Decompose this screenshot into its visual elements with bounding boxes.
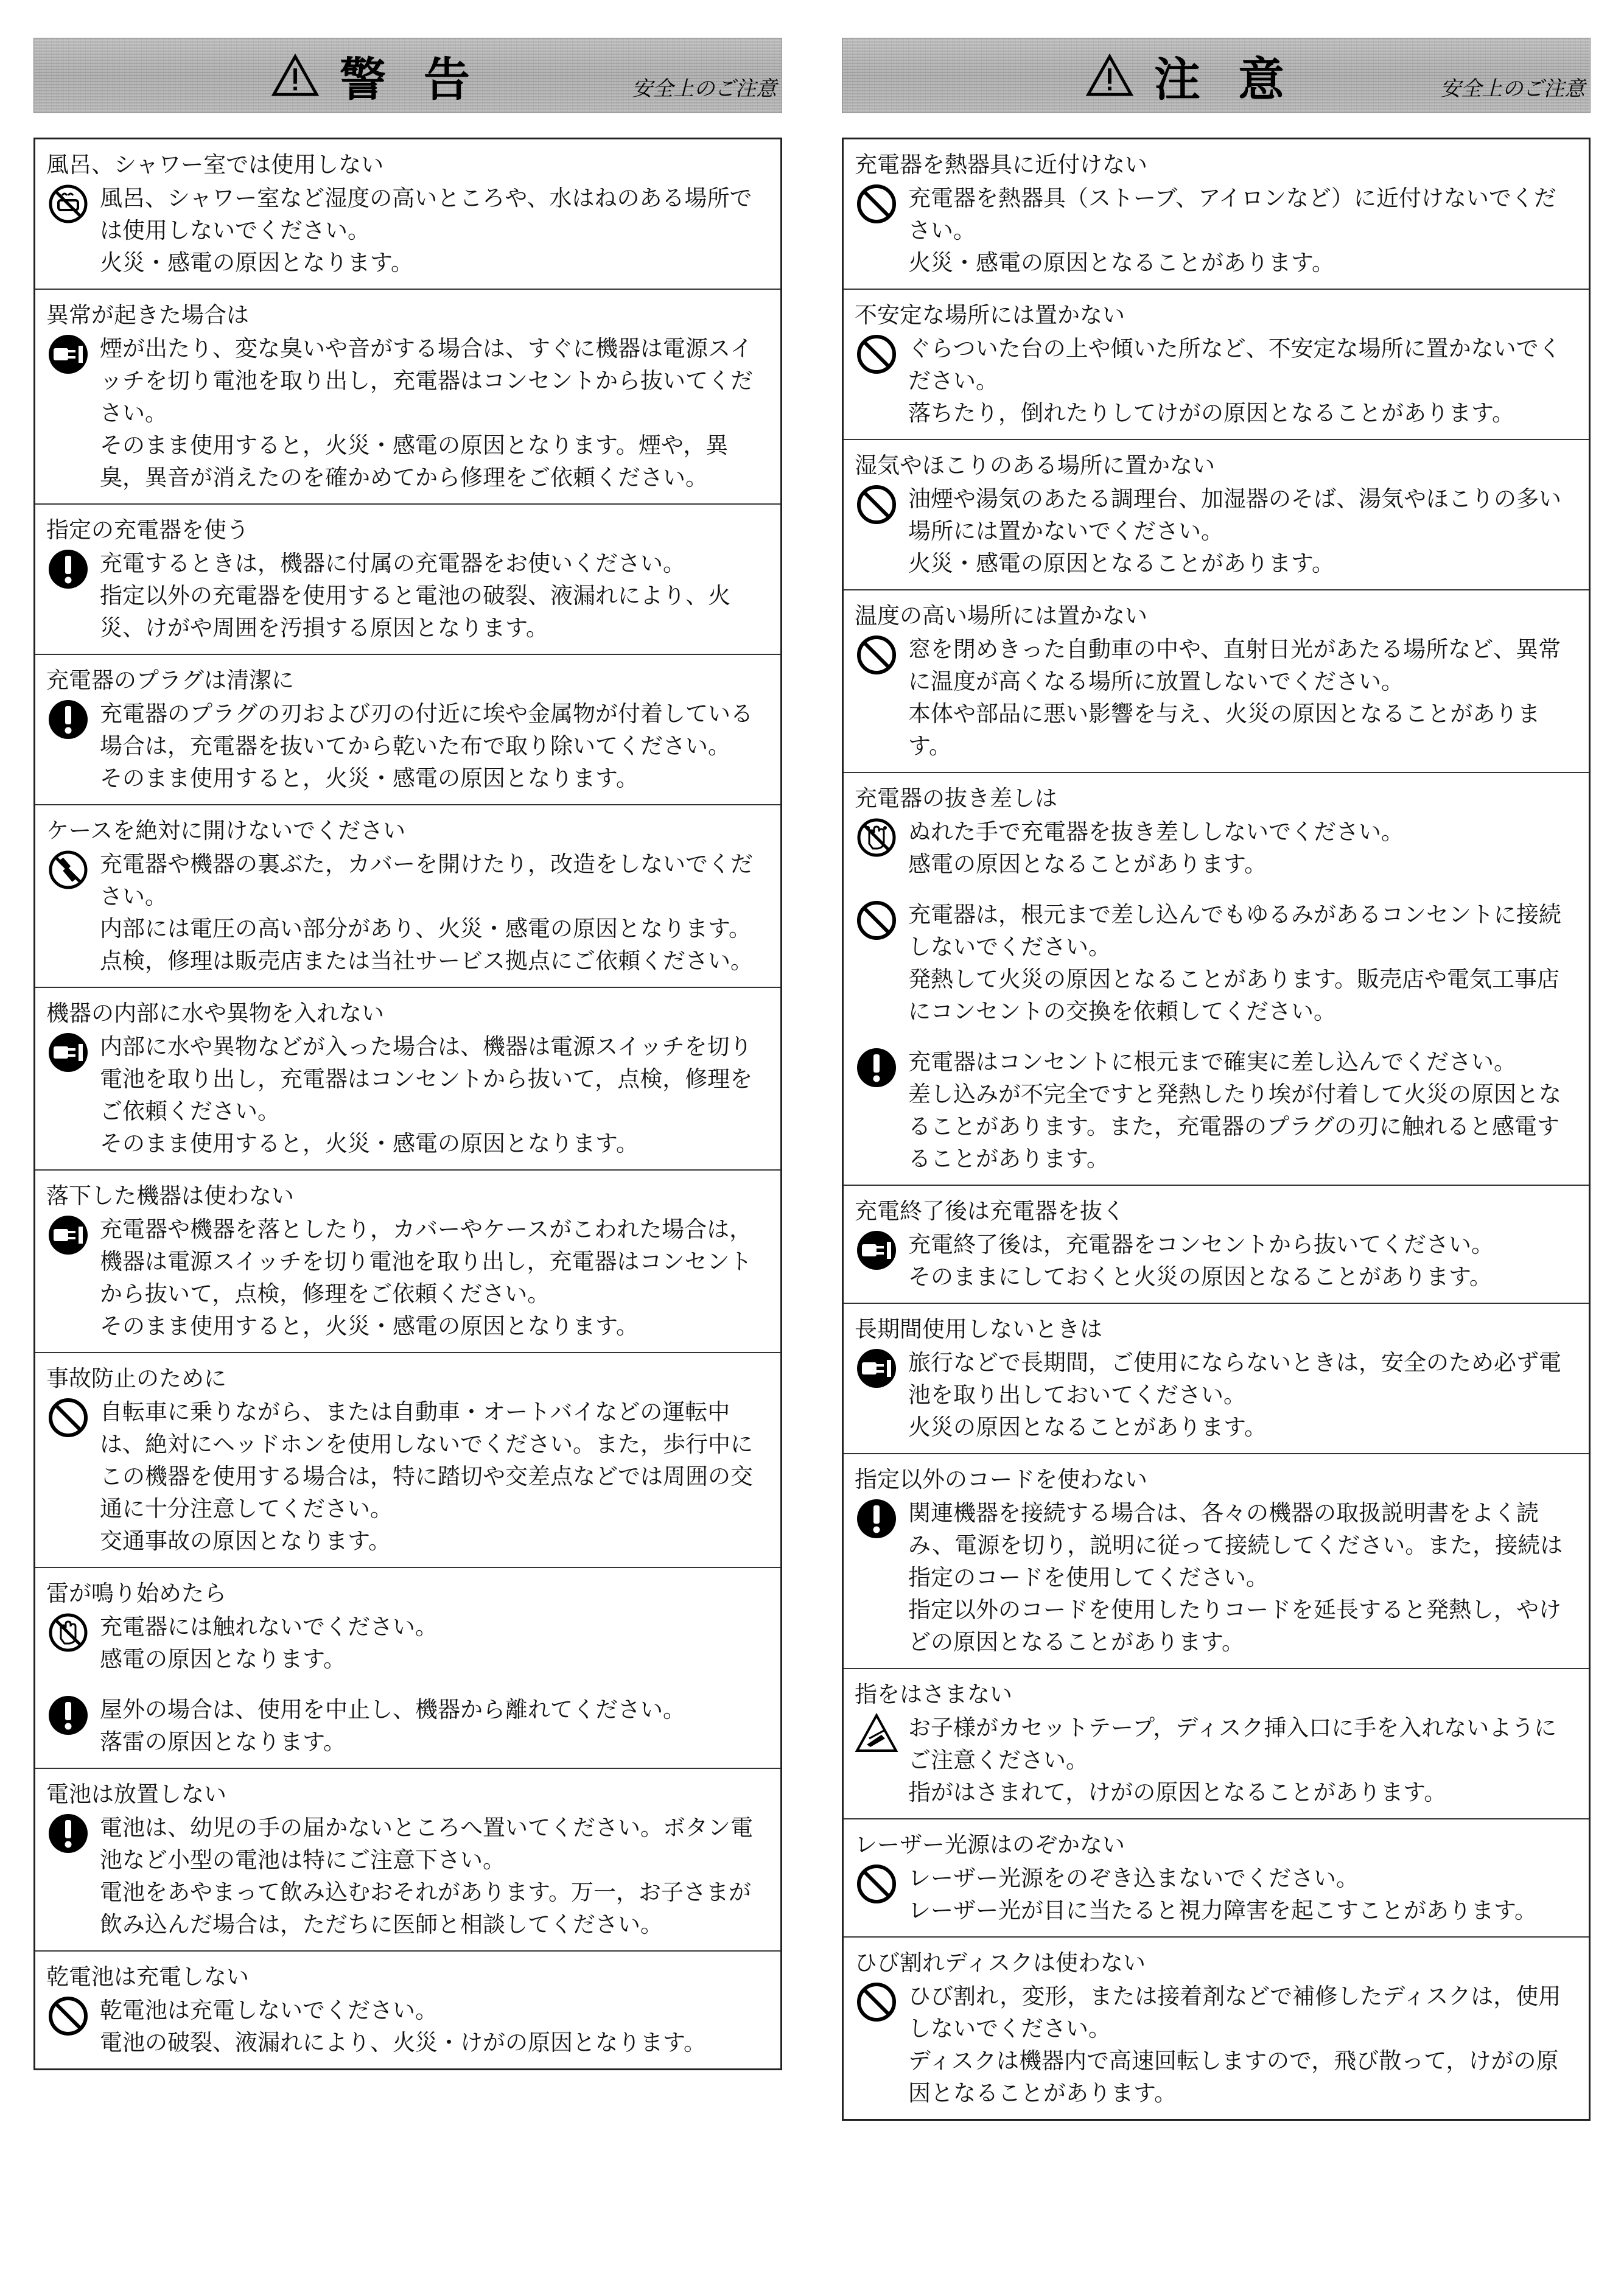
section-title: 充電器のプラグは清潔に [46,667,294,693]
item-cause: 火災・感電の原因となることがあります。 [908,250,1335,276]
warning-triangle-icon [271,54,319,97]
safety-item [46,182,769,279]
mandatory-icon [46,1693,90,1737]
prohibition-icon [46,1994,90,2038]
section-title: 指をはさまない [855,1681,1012,1707]
item-cause: 落雷の原因となります。 [100,1729,346,1755]
section-title: 事故防止のために [46,1365,226,1392]
item-text: 充電器を熱器具（ストーブ、アイロンなど）に近付けないでください。 [908,185,1556,243]
item-cause: 感電の原因となります。 [100,1646,346,1672]
section-title: 充電終了後は充電器を抜く [855,1198,1125,1224]
warning-section [35,987,780,1169]
warning-banner [33,38,782,113]
section-title: 雷が鳴り始めたら [46,1580,226,1606]
no-water-icon [46,182,90,226]
item-text: 煙が出たり、変な臭いや音がする場合は、すぐに機器は電源スイッチを切り電池を取り出し，充電器はコンセントから抜いてください。 [100,335,753,426]
mandatory-icon [46,547,90,591]
prohibition-icon [855,182,898,226]
caution-section [844,1303,1589,1453]
no-disassemble-icon [46,848,90,892]
item-cause: そのまま使用すると，火災・感電の原因となります。煙や，異臭，異音が消えたのを確かめてから修理をご依頼ください。 [100,432,729,491]
item-text: 乾電池は充電しないでください。 [100,1997,438,2023]
safety-item [46,547,769,644]
item-text: 関連機器を接続する場合は、各々の機器の取扱説明書をよく読み、電源を切り，説明に従って接続してください。また，接続は指定のコードを使用してください。 [908,1500,1563,1591]
caution-column [842,38,1591,2121]
safety-item [855,1228,1578,1293]
safety-item [855,633,1578,762]
item-text: 風呂、シャワー室など湿度の高いところや、水はねのある場所では使用しないでください。 [100,185,752,243]
caution-section [844,139,1589,289]
unplug-icon [46,1031,90,1074]
item-cause: 火災の原因となることがあります。 [908,1414,1267,1440]
item-text: レーザー光源をのぞき込まないでください。 [908,1865,1359,1891]
pinch-caution-icon [855,1712,898,1756]
caution-section [844,1668,1589,1818]
safety-item [46,698,769,794]
item-text: 旅行などで長期間，ご使用にならないときは，安全のため必ず電池を取り出しておいてください。 [908,1350,1561,1408]
warning-section [35,503,780,654]
mandatory-icon [46,1812,90,1855]
warning-banner-title: 警告 [340,52,508,107]
safety-item [46,1812,769,1941]
warning-box [33,138,782,2070]
item-text: 充電器や機器を落としたり，カバーやケースがこわれた場合は，機器は電源スイッチを切り電池を取り出し，充電器はコンセントから抜いて，点検，修理をご依頼ください。 [100,1216,752,1307]
item-cause: 指定以外の充電器を使用すると電池の破裂、液漏れにより、火災、けがや周囲を汚損する原因となります。 [100,583,730,641]
item-text: ぬれた手で充電器を抜き差ししないでください。 [908,819,1404,845]
warning-section [35,1768,780,1950]
mandatory-icon [46,698,90,741]
safety-item [46,332,769,494]
safety-item [855,1862,1578,1927]
section-title: 充電器を熱器具に近付けない [855,152,1147,178]
section-title: 充電器の抜き差しは [855,785,1057,811]
item-cause: 本体や部品に悪い影響を与え、火災の原因となることがあります。 [908,701,1541,759]
item-cause: レーザー光が目に当たると視力障害を起こすことがあります。 [908,1897,1538,1924]
caution-banner [842,38,1591,113]
section-title: レーザー光源はのぞかない [855,1832,1125,1858]
item-cause: そのまま使用すると，火災・感電の原因となります。 [100,1313,639,1339]
item-cause: そのまま使用すると，火災・感電の原因となります。 [100,1130,639,1157]
item-cause: 交通事故の原因となります。 [100,1528,391,1554]
warning-section [35,654,780,804]
safety-item [855,332,1578,429]
mandatory-icon [855,1497,898,1541]
prohibition-icon [855,1862,898,1906]
item-text: 自転車に乗りながら、または自動車・オートバイなどの運転中は、絶対にヘッドホンを使用しないでください。また，歩行中にこの機器を使用する場合は，特に踏切や交差点などでは周囲の交通に十分注意してください。 [100,1399,753,1522]
caution-banner-title: 注意 [1154,52,1322,107]
prohibition-icon [855,898,898,942]
item-text: 充電器はコンセントに根元まで確実に差し込んでください。 [908,1049,1516,1075]
item-cause: 内部には電圧の高い部分があり、火災・感電の原因となります。点検，修理は販売店または当社サービス拠点にご依頼ください。 [100,916,753,974]
caution-section [844,1818,1589,1936]
item-text: ひび割れ，変形，または接着剤などで補修したディスクは，使用しないでください。 [908,1983,1561,2042]
item-cause: 電池をあやまって飲み込むおそれがあります。万一，お子さまが飲み込んだ場合は，ただちに医師と相談してください。 [100,1879,752,1938]
item-cause: 落ちたり，倒れたりしてけがの原因となることがあります。 [908,400,1515,426]
item-text: 充電器や機器の裏ぶた，カバーを開けたり，改造をしないでください。 [100,851,753,909]
safety-item [46,848,769,977]
section-title: ひび割れディスクは使わない [855,1950,1146,1976]
section-title: 異常が起きた場合は [46,302,249,328]
item-text: 電池は、幼児の手の届かないところへ置いてください。ボタン電池など小型の電池は特にご注意下さい。 [100,1815,753,1873]
safety-item [855,1980,1578,2109]
safety-item [855,1346,1578,1443]
caution-section [844,1453,1589,1668]
section-title: 落下した機器は使わない [46,1183,294,1209]
safety-item [46,1693,769,1758]
section-title: 風呂、シャワー室では使用しない [46,152,384,178]
caution-box [842,138,1591,2121]
item-text: 充電器は，根元まで差し込んでもゆるみがあるコンセントに接続しないでください。 [908,902,1561,960]
item-cause: そのまま使用すると，火災・感電の原因となります。 [100,765,639,791]
item-text: 充電器のプラグの刃および刃の付近に埃や金属物が付着している場合は，充電器を抜いてから乾いた布で取り除いてください。 [100,701,753,759]
item-text: 充電するときは，機器に付属の充電器をお使いください。 [100,550,685,576]
mandatory-icon [855,1046,898,1090]
item-cause: 火災・感電の原因となることがあります。 [908,550,1335,576]
safety-item [46,1396,769,1557]
prohibition-icon [855,633,898,677]
warning-column [33,38,782,2070]
item-text: 油煙や湯気のあたる調理台、加湿器のそば、湯気やほこりの多い場所には置かないでください。 [908,486,1561,544]
unplug-icon [46,1213,90,1257]
item-cause: 火災・感電の原因となります。 [100,250,414,276]
safety-item [855,182,1578,279]
item-cause: そのままにしておくと火災の原因となることがあります。 [908,1264,1493,1290]
section-title: 指定の充電器を使う [46,517,249,543]
warning-section [35,139,780,289]
safety-item [855,1497,1578,1658]
section-title: ケースを絶対に開けないでください [46,818,406,844]
caution-section [844,439,1589,589]
warning-section [35,1169,780,1352]
safety-item [855,898,1578,1028]
item-cause: 発熱して火災の原因となることがあります。販売店や電気工事店にコンセントの交換を依頼してください。 [908,966,1560,1024]
unplug-icon [855,1228,898,1272]
caution-section [844,1936,1589,2119]
section-title: 温度の高い場所には置かない [855,603,1147,629]
section-title: 機器の内部に水や異物を入れない [46,1000,384,1026]
item-text: ぐらついた台の上や傾いた所など、不安定な場所に置かないでください。 [908,335,1561,394]
prohibition-icon [46,1396,90,1440]
caution-section [844,772,1589,1185]
warning-section [35,804,780,987]
no-wet-hands-icon [855,816,898,860]
caution-section [844,589,1589,772]
safety-item [855,483,1578,580]
item-text: 充電器には触れないでください。 [100,1614,438,1640]
no-touch-icon [46,1611,90,1654]
safety-item [46,1031,769,1160]
section-title: 長期間使用しないときは [855,1316,1102,1342]
caution-banner-subtitle: 安全上のご注意 [1440,77,1585,101]
safety-item [46,1611,769,1675]
item-cause: 指定以外のコードを使用したりコードを延長すると発熱し，やけどの原因となることがあります。 [908,1597,1561,1655]
section-title: 乾電池は充電しない [46,1964,249,1990]
item-cause: 差し込みが不完全ですと発熱したり埃が付着して火災の原因となることがあります。また，充電器のプラグの刃に触れると感電することがあります。 [908,1081,1561,1172]
item-cause: 感電の原因となることがあります。 [908,851,1267,877]
warning-section [35,289,780,503]
warning-banner-subtitle: 安全上のご注意 [632,77,777,101]
item-text: 屋外の場合は、使用を中止し、機器から離れてください。 [100,1696,685,1723]
item-text: 内部に水や異物などが入った場合は、機器は電源スイッチを切り電池を取り出し，充電器はコンセントから抜いて，点検，修理をご依頼ください。 [100,1034,753,1124]
item-cause: 指がはさまれて，けがの原因となることがあります。 [908,1779,1447,1805]
warning-section [35,1352,780,1567]
caution-section [844,1185,1589,1303]
section-title: 不安定な場所には置かない [855,302,1125,328]
warning-section [35,1567,780,1768]
safety-item [855,1712,1578,1809]
safety-item [855,816,1578,880]
safety-item [46,1213,769,1342]
prohibition-icon [855,332,898,376]
item-text: 充電終了後は，充電器をコンセントから抜いてください。 [908,1231,1494,1258]
item-cause: ディスクは機器内で高速回転しますので，飛び散って，けがの原因となることがあります。 [908,2048,1559,2106]
item-cause: 電池の破裂、液漏れにより、火災・けがの原因となります。 [100,2029,707,2056]
section-title: 電池は放置しない [46,1781,226,1807]
caution-triangle-icon [1086,54,1133,97]
safety-item [46,1994,769,2059]
prohibition-icon [855,483,898,527]
unplug-icon [46,332,90,376]
section-title: 湿気やほこりのある場所に置かない [855,452,1215,478]
caution-section [844,289,1589,439]
section-title: 指定以外のコードを使わない [855,1466,1147,1493]
prohibition-icon [855,1980,898,2024]
unplug-icon [855,1346,898,1390]
item-text: お子様がカセットテープ，ディスク挿入口に手を入れないようにご注意ください。 [908,1715,1557,1773]
safety-item [855,1046,1578,1175]
warning-section [35,1950,780,2068]
item-text: 窓を閉めきった自動車の中や、直射日光があたる場所など、異常に温度が高くなる場所に放置しないでください。 [908,636,1561,695]
